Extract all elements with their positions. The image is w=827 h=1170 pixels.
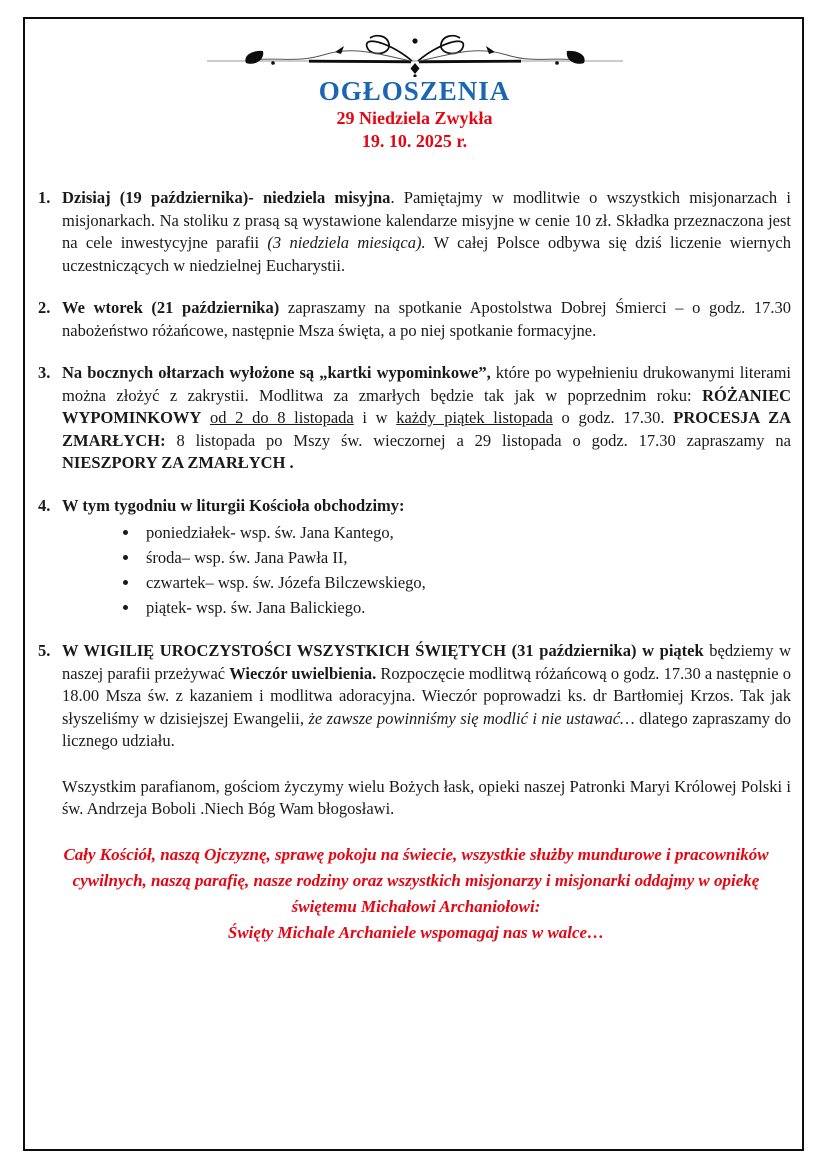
weekday-item: • środa– wsp. św. Jana Pawła II, <box>140 545 791 570</box>
closing-blessing: Wszystkim parafianom, gościom życzymy wielu Bożych łask, opieki naszej Patronki Maryi Królowej Polski i św. Andrzeja Boboli .Niech Bóg Wam błogosławi. <box>62 776 791 818</box>
announcement-item-5 <box>38 640 791 753</box>
page-title: OGŁOSZENIA <box>318 76 511 106</box>
item-text: We wtorek (21 października) zapraszamy na spotkanie Apostolstwa Dobrej Śmierci – o godz. 17.30 nabożeństwo różańcowe, następnie Msza święta, a po niej spotkanie formacyjne. <box>62 298 791 340</box>
page-content <box>0 33 827 946</box>
weekday-item: • piątek- wsp. św. Jana Balickiego. <box>140 595 791 620</box>
decorative-flourish-icon <box>38 33 791 77</box>
announcement-item-4 <box>38 495 791 621</box>
announcement-item-2 <box>38 297 791 342</box>
announcements-list <box>38 187 791 753</box>
item-number: 1. <box>38 188 51 207</box>
item-number: 2. <box>38 298 51 317</box>
item-number: 5. <box>38 641 51 660</box>
item-text: W tym tygodniu w liturgii Kościoła obchodzimy: <box>62 495 405 515</box>
weekday-item: • poniedziałek- wsp. św. Jana Kantego, <box>140 520 791 545</box>
announcement-item-3 <box>38 362 791 475</box>
weekday-item: • czwartek– wsp. św. Józefa Bilczewskiego, <box>140 570 791 595</box>
item-number: 4. <box>38 495 51 515</box>
item-text: Dzisiaj (19 października)- niedziela misyjna. Pamiętajmy w modlitwie o wszystkich misjonarzach i misjonarkach. Na stoliku z prasą są wystawione kalendarze misyjne w cenie 10 zł. Składka przeznaczona jest na cele inwestycyjne parafii (3 niedziela miesiąca). W całej Polsce odbywa się dziś liczenie wiernych uczestniczących w niedzielnej Eucharystii. <box>62 188 791 275</box>
liturgy-weekday-list <box>62 520 791 620</box>
item-text: W WIGILIĘ UROCZYSTOŚCI WSZYSTKICH ŚWIĘTYCH (31 października) w piątek będziemy w naszej parafii przeżywać Wieczór uwielbienia. Rozpoczęcie modlitwą różańcową o godz. 17.30 a następnie o 18.00 Msza św. z kazaniem i modlitwa adoracyjna. Wieczór poprowadzi ks. dr Bartłomiej Krzos. Tak jak słyszeliśmy w dzisiejszej Ewangelii, że zawsze powinniśmy się modlić i nie ustawać… dlatego zapraszamy do licznego udziału. <box>62 641 792 750</box>
item-text: Na bocznych ołtarzach wyłożone są „kartki wypominkowe”, które po wypełnieniu drukowanymi literami można złożyć z zakrystii. Modlitwa za zmarłych będzie tak jak w poprzednim roku: RÓŻANIEC WYPOMINKOWY od 2 do 8 listopada i w każdy piątek listopada o godz. 17.30. PROCESJA ZA ZMARŁYCH: 8 listopada po Mszy św. wieczornej a 29 listopada o godz. 17.30 zapraszamy na NIESZPORY ZA ZMARŁYCH . <box>62 363 792 472</box>
date-line: 19. 10. 2025 r. <box>361 131 468 151</box>
item-number: 3. <box>38 363 51 382</box>
announcement-item-1 <box>38 187 791 277</box>
sunday-subtitle: 29 Niedziela Zwykła <box>336 108 493 128</box>
dedication-prayer: Cały Kościół, naszą Ojczyznę, sprawę pokoju na świecie, wszystkie służby mundurowe i pracowników cywilnych, naszą parafię, nasze rodziny oraz wszystkich misjonarzy i misjonarki oddajmy w opiekę świętemu Michałowi Archaniołowi: Święty Michale Archaniele wspomagaj nas w walce… <box>63 844 769 942</box>
